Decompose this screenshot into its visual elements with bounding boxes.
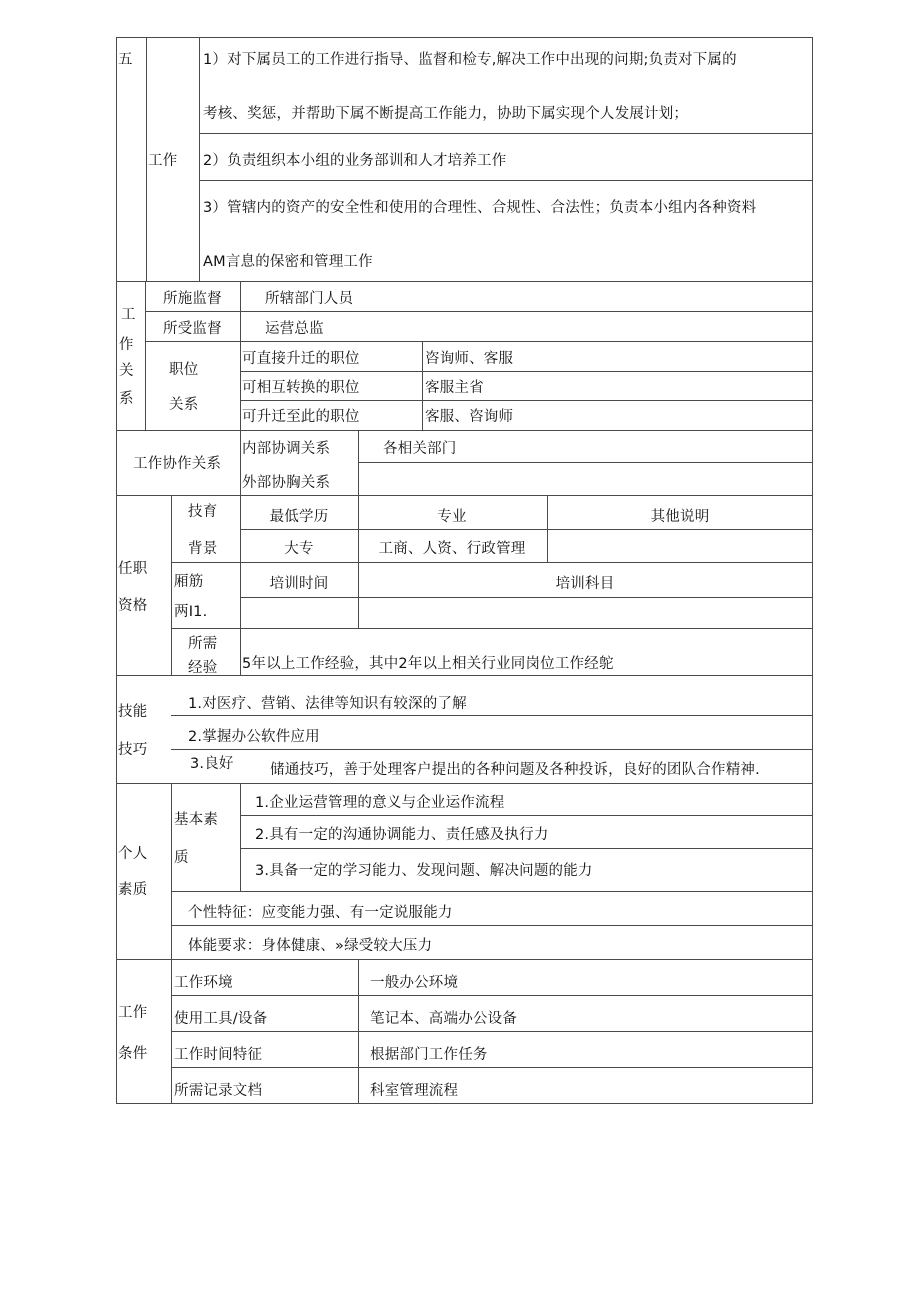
position-row-1-value: 咨询师、客服 [425,351,514,367]
experience-label-2: 经验 [188,660,218,676]
education-label-1: 技育 [188,504,218,520]
training-header-time: 培训时间 [269,576,329,592]
relations-label-char-3: 关 [119,363,134,379]
education-header-major: 专业 [437,509,467,525]
conditions-label-2: 条件 [118,1046,148,1062]
position-row-3-label: 可升迁至此的职位 [242,409,360,425]
training-header-subject: 培训科目 [555,576,615,592]
education-value-major: 工商、人资、行政管理 [378,541,526,557]
duty-1-line-2: 考核、奖惩，并帮助下属不断提高工作能力，协助下属实现个人发展计划； [203,106,689,122]
condition-row-3-value: 根据部门工作任务 [370,1047,488,1063]
personal-label-1: 个人 [118,846,148,862]
relations-label-char-2: 作 [119,337,134,353]
education-label-2: 背景 [188,541,218,557]
basic-quality-label-1: 基本素 [174,812,219,828]
basic-quality-item-3: 3.具备一定的学习能力、发现问题、解决问题的能力 [255,863,593,879]
condition-row-3-label: 工作时间特征 [174,1047,263,1063]
internal-coordination-value: 各相关部门 [383,441,457,457]
position-row-3-value: 客服、咨询师 [425,409,514,425]
personal-label-2: 素质 [118,882,148,898]
position-row-2-label: 可相互转换的职位 [242,380,360,396]
relations-label-char-4: 系 [119,391,134,407]
relations-label-char-1: 工 [121,307,136,323]
duty-1-line-1: 1）对下属员工的工作进行指导、监督和检专,解决工作中出现的问期;负责对下属的 [203,52,737,68]
experience-label-1: 所需 [188,636,218,652]
position-row-1-label: 可直接升迁的职位 [242,351,360,367]
duty-3-line-1: 3）管辖内的资产的安全性和使用的合理性、合规性、合法性；负责本小组内各种资料 [203,200,757,216]
skills-label-1: 技能 [118,704,148,720]
internal-coordination-label: 内部协调关系 [242,441,331,457]
duties-side-label: 工作 [148,153,178,169]
duties-row-label: 五 [118,52,133,68]
physical-requirements: 体能要求：身体健康、»绿受较大压力 [188,938,433,954]
supervised-value: 运营总监 [265,321,324,337]
skill-item-2: 2.掌握办公软件应用 [188,729,320,745]
condition-row-2-value: 笔记本、高端办公设备 [370,1011,517,1027]
education-header-notes: 其他说明 [650,509,710,525]
condition-row-4-label: 所需记录文档 [174,1083,263,1099]
skill-item-1: 1.对医疗、营销、法律等知识有较深的了解 [188,696,467,712]
supervised-label: 所受监督 [163,321,222,337]
skill-item-3-label: 3.良好 [190,756,234,772]
education-header-degree: 最低学历 [269,509,329,525]
duty-2: 2）负责组织本小组的业务部训和人才培养工作 [203,153,507,169]
position-label-2: 关系 [169,397,199,413]
duty-3-line-2: AM言息的保密和管理工作 [203,254,373,270]
conditions-label-1: 工作 [118,1005,148,1021]
condition-row-4-value: 科室管理流程 [370,1083,459,1099]
experience-value: 5年以上工作经验，其中2年以上相关行业同岗位工作经鸵 [242,656,614,672]
basic-quality-item-1: 1.企业运营管理的意义与企业运作流程 [255,795,505,811]
position-label-1: 职位 [169,362,199,378]
basic-quality-label-2: 质 [174,850,189,866]
personality-traits: 个性特征：应变能力强、有一定说服能力 [188,905,453,921]
skills-label-2: 技巧 [118,742,148,758]
supervise-value: 所辖部门人员 [265,291,354,307]
education-value-degree: 大专 [284,541,314,557]
supervise-label: 所施监督 [163,291,222,307]
position-row-2-value: 客服主省 [425,380,484,396]
training-label-2: 两I1. [174,604,208,620]
cooperation-label: 工作协作关系 [133,456,222,472]
qualification-label-2: 资格 [118,598,148,614]
skill-item-3-value: 储通技巧，善于处理客户提出的各种问题及各种投诉，良好的团队合作精神. [270,762,760,778]
condition-row-1-label: 工作环境 [174,975,233,991]
condition-row-1-value: 一般办公环境 [370,975,459,991]
training-label-1: 厢筋 [174,574,204,590]
external-coordination-label: 外部协胸关系 [242,475,331,491]
basic-quality-item-2: 2.具有一定的沟通协调能力、责任感及执行力 [255,827,549,843]
qualification-label-1: 任职 [118,561,148,577]
condition-row-2-label: 使用工具/设备 [174,1011,268,1027]
